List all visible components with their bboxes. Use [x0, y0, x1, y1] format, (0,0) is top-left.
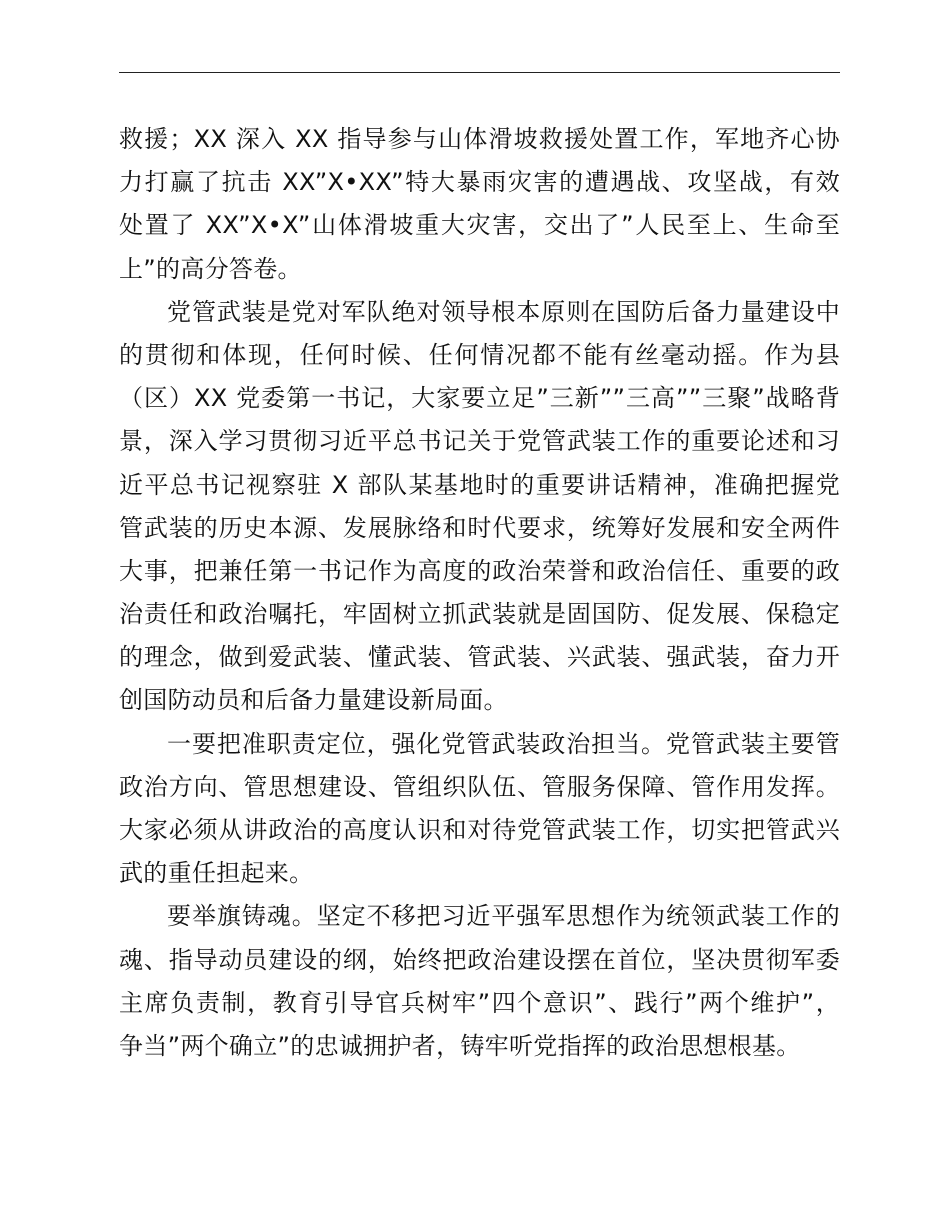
paragraph-line: 创国防动员和后备力量建设新局面。	[119, 686, 508, 715]
paragraph-line: 治责任和政治嘱托，牢固树立抓武装就是固国防、促发展、保稳定	[119, 600, 840, 629]
paragraph-line: 争当”两个确立”的忠诚拥护者，铸牢听党指挥的政治思想根基。	[119, 1031, 801, 1060]
body-text	[119, 118, 840, 1068]
paragraph-line: 一要把准职责定位，强化党管武装政治担当。党管武装主要管	[167, 729, 840, 758]
paragraph-line: 处置了 XX”X•X”山体滑坡重大灾害，交出了”人民至上、生命至	[119, 211, 840, 240]
paragraph-line: 近平总书记视察驻 X 部队某基地时的重要讲话精神，准确把握党	[119, 470, 840, 499]
paragraph-line: 上”的高分答卷。	[119, 254, 302, 283]
paragraph-line: 党管武装是党对军队绝对领导根本原则在国防后备力量建设中	[167, 297, 840, 326]
paragraph-line: 武的重任担起来。	[119, 859, 314, 888]
paragraph-line: 魂、指导动员建设的纲，始终把政治建设摆在首位，坚决贯彻军委	[119, 945, 840, 974]
paragraph-line: 力打赢了抗击 XX”X•XX”特大暴雨灾害的遭遇战、攻坚战，有效	[119, 168, 840, 197]
paragraph-line: 管武装的历史本源、发展脉络和时代要求，统筹好发展和安全两件	[119, 513, 840, 542]
paragraph-line: （区）XX 党委第一书记，大家要立足”三新””三高””三聚”战略背	[119, 384, 840, 413]
paragraph-line: 大事，把兼任第一书记作为高度的政治荣誉和政治信任、重要的政	[119, 556, 840, 585]
header-divider	[119, 72, 840, 73]
paragraph-line: 的贯彻和体现，任何时候、任何情况都不能有丝毫动摇。作为县	[119, 340, 840, 369]
paragraph-line: 政治方向、管思想建设、管组织队伍、管服务保障、管作用发挥。	[119, 772, 840, 801]
paragraph-line: 景，深入学习贯彻习近平总书记关于党管武装工作的重要论述和习	[119, 427, 840, 456]
paragraph-line: 主席负责制，教育引导官兵树牢”四个意识”、践行”两个维护”，	[119, 988, 840, 1017]
paragraph-line: 大家必须从讲政治的高度认识和对待党管武装工作，切实把管武兴	[119, 816, 840, 844]
paragraph-line: 要举旗铸魂。坚定不移把习近平强军思想作为统领武装工作的	[167, 902, 840, 931]
paragraph-line: 救援；XX 深入 XX 指导参与山体滑坡救援处置工作，军地齐心协	[119, 125, 840, 153]
paragraph-line: 的理念，做到爱武装、懂武装、管武装、兴武装、强武装，奋力开	[119, 643, 840, 672]
